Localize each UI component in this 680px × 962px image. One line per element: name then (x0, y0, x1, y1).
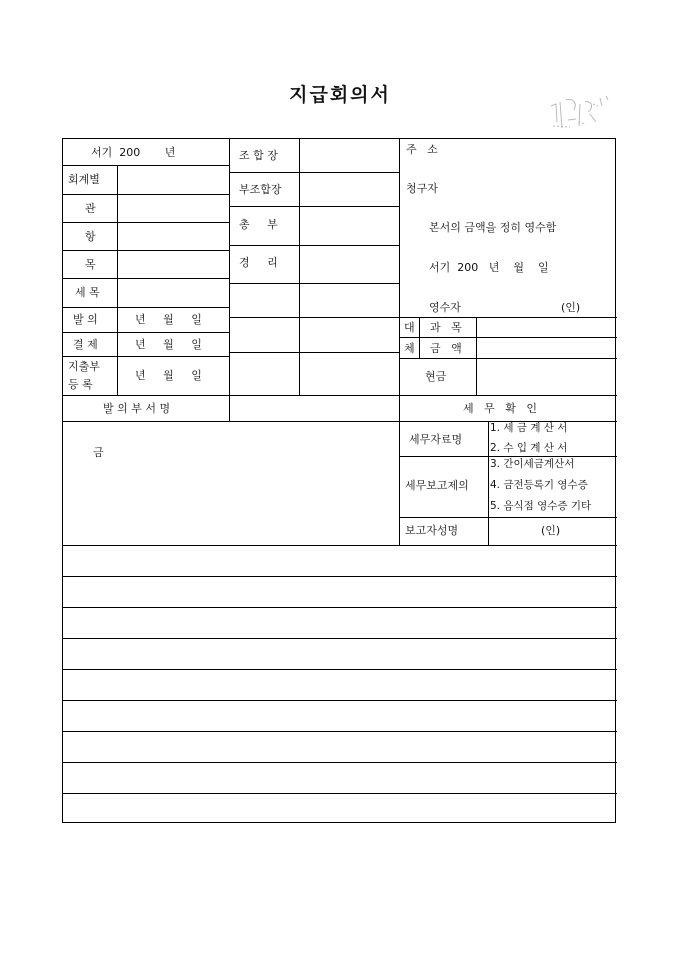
receipt-text: 본서의 금액을 정히 영수함 (429, 221, 557, 234)
accounting-label: 경 리 (239, 256, 278, 269)
claimant-label: 청구자 (406, 182, 438, 195)
year-row: 서기 200 년 (91, 146, 176, 159)
account-label: 과 목 (430, 321, 462, 334)
stamp-mark (548, 92, 614, 132)
ledger-label-bottom: 등 록 (68, 378, 93, 391)
gwan-label: 관 (85, 202, 96, 215)
amount-section-label: 금 (93, 446, 104, 459)
tax-check-label: 세 무 확 인 (463, 402, 537, 415)
ledger-label-top: 지출부 (68, 360, 100, 373)
receipt-date-line: 서기 200 년 월 일 (429, 261, 549, 274)
alt-label-bottom: 체 (404, 342, 415, 355)
tax-report-label: 세무보고제의 (405, 479, 469, 492)
tax-doc-name-label: 세무자료명 (409, 433, 463, 446)
fiscal-type-label: 회계별 (68, 173, 100, 186)
proposal-label: 발 의 (73, 313, 98, 326)
vice-chairman-label: 부조합장 (239, 183, 282, 196)
address-label: 주 소 (406, 143, 438, 156)
proposal-date: 년 월 일 (135, 313, 202, 326)
payment-form (62, 138, 616, 823)
receiver-seal: (인) (561, 301, 581, 314)
decision-date: 년 월 일 (135, 338, 202, 351)
cash-label: 현금 (425, 370, 447, 383)
dept-sign-label: 발 의 부 서 명 (103, 402, 171, 415)
tax-item-3: 3. 간이세금계산서 (490, 458, 575, 470)
tax-item-2: 2. 수 입 계 산 서 (490, 442, 568, 454)
reporter-seal: (인) (541, 524, 561, 537)
mok-label: 목 (85, 258, 96, 271)
tax-item-5: 5. 음식점 영수증 기타 (490, 500, 592, 512)
reporter-label: 보고자성명 (405, 524, 459, 537)
general-label: 총 부 (239, 218, 278, 231)
ledger-date: 년 월 일 (135, 369, 202, 382)
chairman-label: 조 합 장 (239, 149, 278, 162)
tax-item-4: 4. 금전등록기 영수증 (490, 479, 588, 491)
amount-label: 금 액 (430, 342, 462, 355)
decision-label: 결 제 (73, 338, 98, 351)
hang-label: 항 (85, 230, 96, 243)
page-title: 지급회의서 (289, 84, 391, 106)
alt-label-top: 대 (404, 321, 415, 334)
semok-label: 세 목 (75, 286, 100, 299)
tax-item-1: 1. 세 금 계 산 서 (490, 422, 568, 434)
receiver-label: 영수자 (429, 301, 461, 314)
